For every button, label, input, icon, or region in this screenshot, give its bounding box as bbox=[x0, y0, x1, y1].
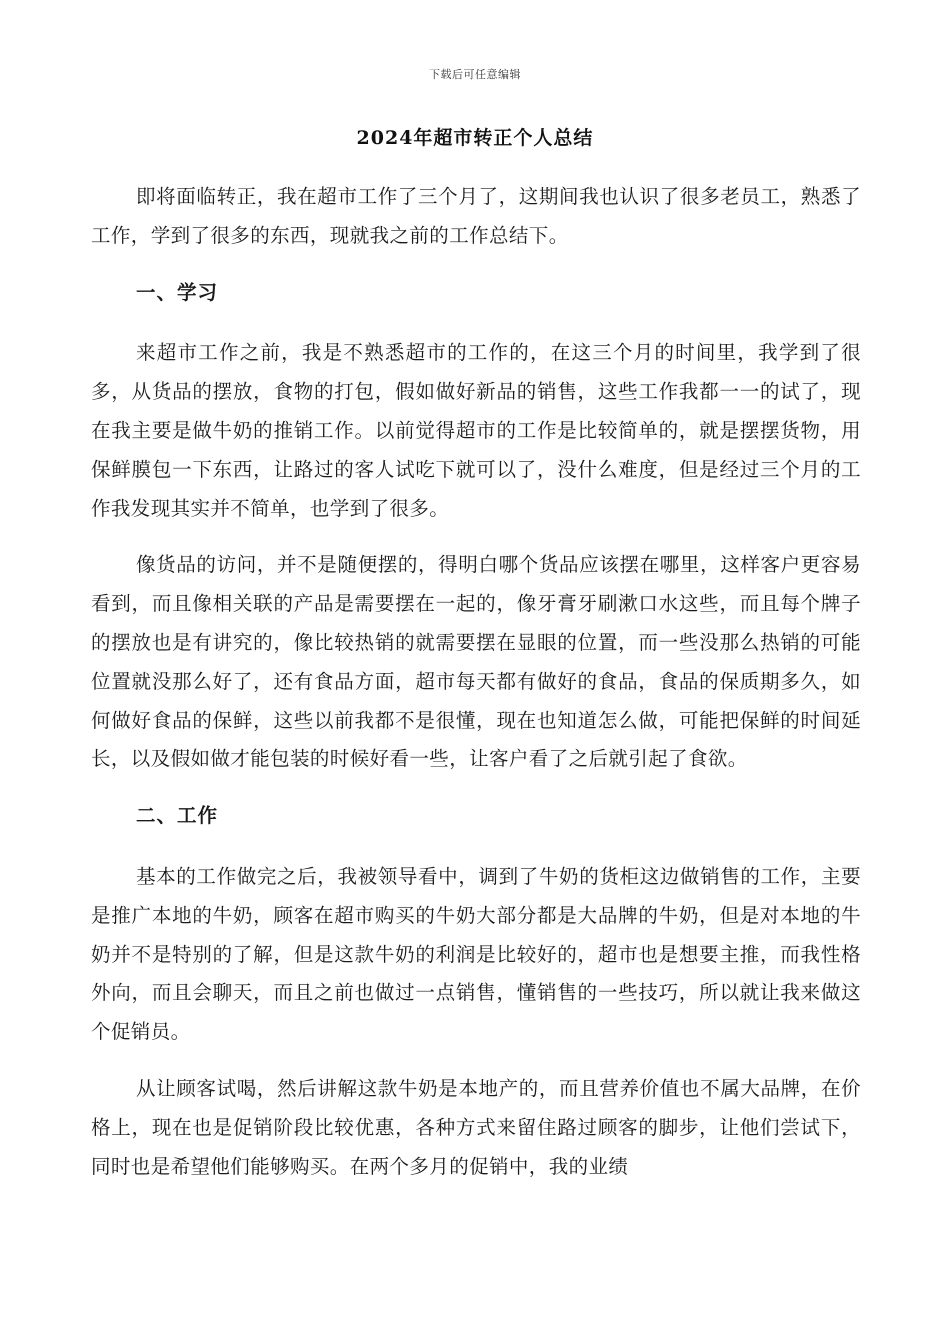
study-paragraph-2: 像货品的访问，并不是随便摆的，得明白哪个货品应该摆在哪里，这样客户更容易看到，而且像相关联的产品是需要摆在一起的，像牙膏牙刷漱口水这些，而且每个牌子的摆放也是有讲究的，像比较热销的就需要摆在显眼的位置，而一些没那么热销的可能位置就没那么好了，还有食品方面，超市每天都有做好的食品，食品的保质期多久，如何做好食品的保鲜，这些以前我都不是很懂，现在也知道怎么做，可能把保鲜的时间延长，以及假如做才能包装的时候好看一些，让客户看了之后就引起了食欲。 bbox=[91, 553, 861, 771]
intro-paragraph: 即将面临转正，我在超市工作了三个月了，这期间我也认识了很多老员工，熟悉了工作，学到了很多的东西，现就我之前的工作总结下。 bbox=[91, 185, 861, 247]
work-paragraph-2: 从让顾客试喝，然后讲解这款牛奶是本地产的，而且营养价值也不属大品牌，在价格上，现在也是促销阶段比较优惠，各种方式来留住路过顾客的脚步，让他们尝试下，同时也是希望他们能够购买。在两个多月的促销中，我的业绩 bbox=[91, 1076, 861, 1178]
section-heading-work: 二、工作 bbox=[136, 804, 219, 828]
page-header-note: 下载后可任意编辑 bbox=[429, 68, 521, 81]
work-paragraph-1: 基本的工作做完之后，我被领导看中，调到了牛奶的货柜这边做销售的工作，主要是推广本地的牛奶，顾客在超市购买的牛奶大部分都是大品牌的牛奶，但是对本地的牛奶并不是特别的了解，但是这款牛奶的利润是比较好的，超市也是想要主推，而我性格外向，而且会聊天，而且之前也做过一点销售，懂销售的一些技巧，所以就让我来做这个促销员。 bbox=[91, 864, 861, 1044]
study-paragraph-1: 来超市工作之前，我是不熟悉超市的工作的，在这三个月的时间里，我学到了很多，从货品的摆放，食物的打包，假如做好新品的销售，这些工作我都一一的试了，现在我主要是做牛奶的推销工作。以前觉得超市的工作是比较简单的，就是摆摆货物，用保鲜膜包一下东西，让路过的客人试吃下就可以了，没什么难度，但是经过三个月的工作我发现其实并不简单，也学到了很多。 bbox=[91, 341, 861, 520]
document-body bbox=[91, 178, 861, 1204]
document-title: 2024年超市转正个人总结 bbox=[356, 127, 594, 149]
section-heading-study: 一、学习 bbox=[136, 280, 219, 304]
